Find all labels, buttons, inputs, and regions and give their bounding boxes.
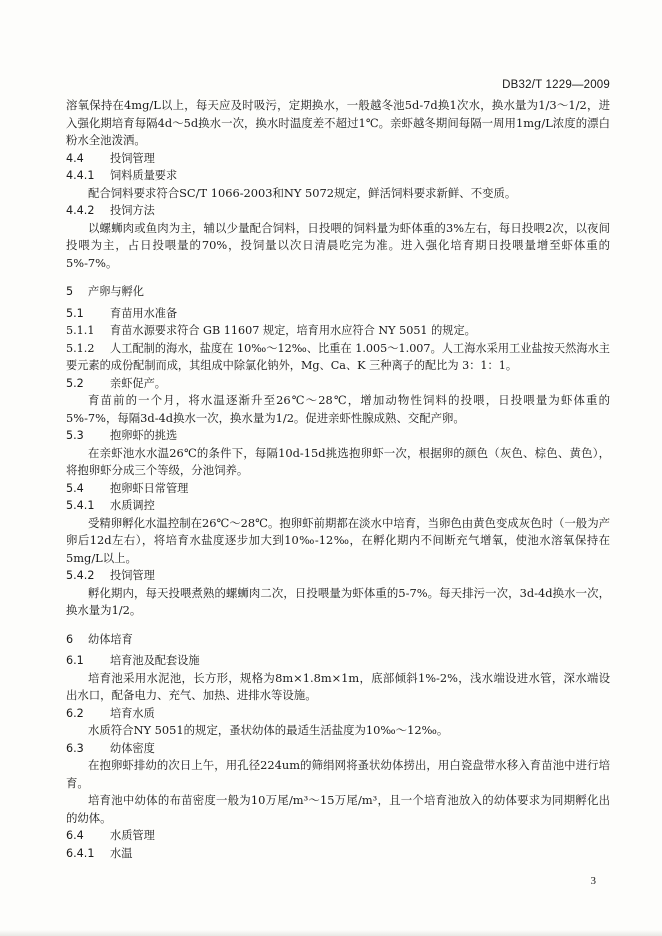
section-number: 5.1 xyxy=(66,306,84,320)
section-heading xyxy=(66,480,610,498)
section-title: 投饲管理 xyxy=(110,569,155,582)
chapter-heading xyxy=(66,631,610,649)
section-title: 水质管理 xyxy=(110,829,155,842)
section-heading xyxy=(66,427,610,445)
section-number: 6.1 xyxy=(66,654,84,667)
section-number: 5.1.1 xyxy=(66,324,95,337)
section-number: 6 xyxy=(66,632,74,646)
paragraph: 培育池中幼体的布苗密度一般为10万尾/m³～15万尾/m³，且一个培育池放入的幼体要求为同期孵化出的幼体。 xyxy=(66,793,610,825)
paragraph: 孵化期内，每天投喂煮熟的螺蛳肉二次，日投喂量为虾体重的5-7%。每天排污一次，3d-4d换水一次，换水量为1/2。 xyxy=(66,585,610,617)
section-title: 投饲管理 xyxy=(110,151,155,165)
scan-edge xyxy=(0,930,662,936)
paragraph: 溶氧保持在4mg/L以上，每天应及时吸污，定期换水，一般越冬池5d-7d换1次水，换水量为1/3～1/2，进入强化期培育每隔4d～5d换水一次，换水时温度差不超过1℃。亲虾越冬期间每隔一周用1mg/L浓度的漂白粉水全池泼洒。 xyxy=(66,98,610,147)
section-heading xyxy=(66,202,610,220)
section-heading xyxy=(66,652,610,670)
section-title: 水质调控 xyxy=(110,499,155,512)
section-title: 抱卵虾的挑选 xyxy=(110,429,178,442)
section-number: 6.2 xyxy=(66,706,84,720)
section-text: 人工配制的海水，盐度在 10‰～12‰、比重在 1.005～1.007。人工海水采用工业盐按天然海水主要元素的成份配制而成，其组成中除氯化钠外，Mg、Ca、K 三种离子的配比为 3：1：1。 xyxy=(66,341,610,372)
paragraph: 在抱卵虾排幼的次日上午，用孔径224um的筛绢网将蚤状幼体捞出，用白瓷盘带水移入育苗池中进行培育。 xyxy=(66,758,610,790)
standard-code: DB32/T 1229—2009 xyxy=(502,79,610,91)
section-heading xyxy=(66,305,610,323)
section-heading xyxy=(66,705,610,723)
section-heading xyxy=(66,322,610,340)
section-number: 5.1.2 xyxy=(66,341,95,355)
section-title: 投饲方法 xyxy=(110,204,155,217)
paragraph: 培育池采用水泥池，长方形，规格为8m×1.8m×1m，底部倾斜1%-2%，浅水端设进水管，深水端设出水口，配备电力、充气、加热、进排水等设施。 xyxy=(66,670,610,702)
section-heading xyxy=(66,150,610,168)
section-heading xyxy=(66,740,610,758)
section-text: 育苗水源要求符合 GB 11607 规定，培育用水应符合 NY 5051 的规定。 xyxy=(110,324,476,337)
section-heading xyxy=(66,845,610,863)
section-heading xyxy=(66,567,610,585)
section-title: 抱卵虾日常管理 xyxy=(110,481,189,495)
section-heading xyxy=(66,340,610,375)
section-heading xyxy=(66,827,610,845)
paragraph: 以螺蛳肉或鱼肉为主，辅以少量配合饲料，日投喂的饲料量为虾体重的3%左右，每日投喂2次，以夜间投喂为主，占日投喂量的70%，投饲量以次日清晨吃完为准。进入强化培育期日投喂量增至虾体重的5%-7%。 xyxy=(66,220,610,270)
section-heading xyxy=(66,167,610,185)
section-number: 5.3 xyxy=(66,429,84,442)
section-number: 4.4.1 xyxy=(66,169,95,182)
paragraph: 配合饲料要求符合SC/T 1066-2003和NY 5072规定，鲜活饲料要求新鲜、不变质。 xyxy=(88,185,517,200)
paragraph: 育苗前的一个月，将水温逐渐升至26℃～28℃，增加动物性饲料的投喂，日投喂量为虾体重的5%-7%，每隔3d-4d换水一次，换水量为1/2。促进亲虾性腺成熟、交配产卵。 xyxy=(66,393,610,425)
paragraph: 水质符合NY 5051的规定，蚤状幼体的最适生活盐度为10‰～12‰。 xyxy=(88,723,449,737)
section-title: 亲虾促产。 xyxy=(110,376,166,390)
page-number: 3 xyxy=(590,875,596,887)
section-title: 培育水质 xyxy=(110,706,155,720)
section-heading xyxy=(66,497,610,515)
section-number: 5.4 xyxy=(66,481,84,495)
section-title: 饲料质量要求 xyxy=(110,169,178,182)
section-number: 5.4.2 xyxy=(66,569,95,582)
section-number: 5 xyxy=(66,285,74,298)
section-number: 6.4 xyxy=(66,829,84,842)
section-number: 4.4.2 xyxy=(66,204,95,217)
section-title: 幼体密度 xyxy=(110,741,155,755)
section-title: 幼体培育 xyxy=(88,632,133,646)
document-body xyxy=(66,97,610,862)
section-number: 4.4 xyxy=(66,151,84,165)
section-heading xyxy=(66,375,610,393)
section-title: 产卵与孵化 xyxy=(88,285,144,298)
section-title: 水温 xyxy=(110,846,133,860)
chapter-heading xyxy=(66,283,610,301)
section-title: 培育池及配套设施 xyxy=(110,654,200,667)
section-title: 育苗用水准备 xyxy=(110,306,178,320)
section-number: 6.4.1 xyxy=(66,846,95,860)
paragraph: 受精卵孵化水温控制在26℃～28℃。抱卵虾前期都在淡水中培育，当卵色由黄色变成灰色时（一般为产卵后12d左右），将培育水盐度逐步加大到10‰-12‰，在孵化期内不间断充气增氧，使池水溶氧保持在5mg/L以上。 xyxy=(66,515,610,565)
section-number: 5.4.1 xyxy=(66,499,95,512)
section-number: 5.2 xyxy=(66,376,84,390)
section-number: 6.3 xyxy=(66,741,84,755)
paragraph: 在亲虾池水水温26℃的条件下，每隔10d-15d挑选抱卵虾一次，根据卵的颜色（灰色、棕色、黄色），将抱卵虾分成三个等级，分池饲养。 xyxy=(66,445,610,477)
